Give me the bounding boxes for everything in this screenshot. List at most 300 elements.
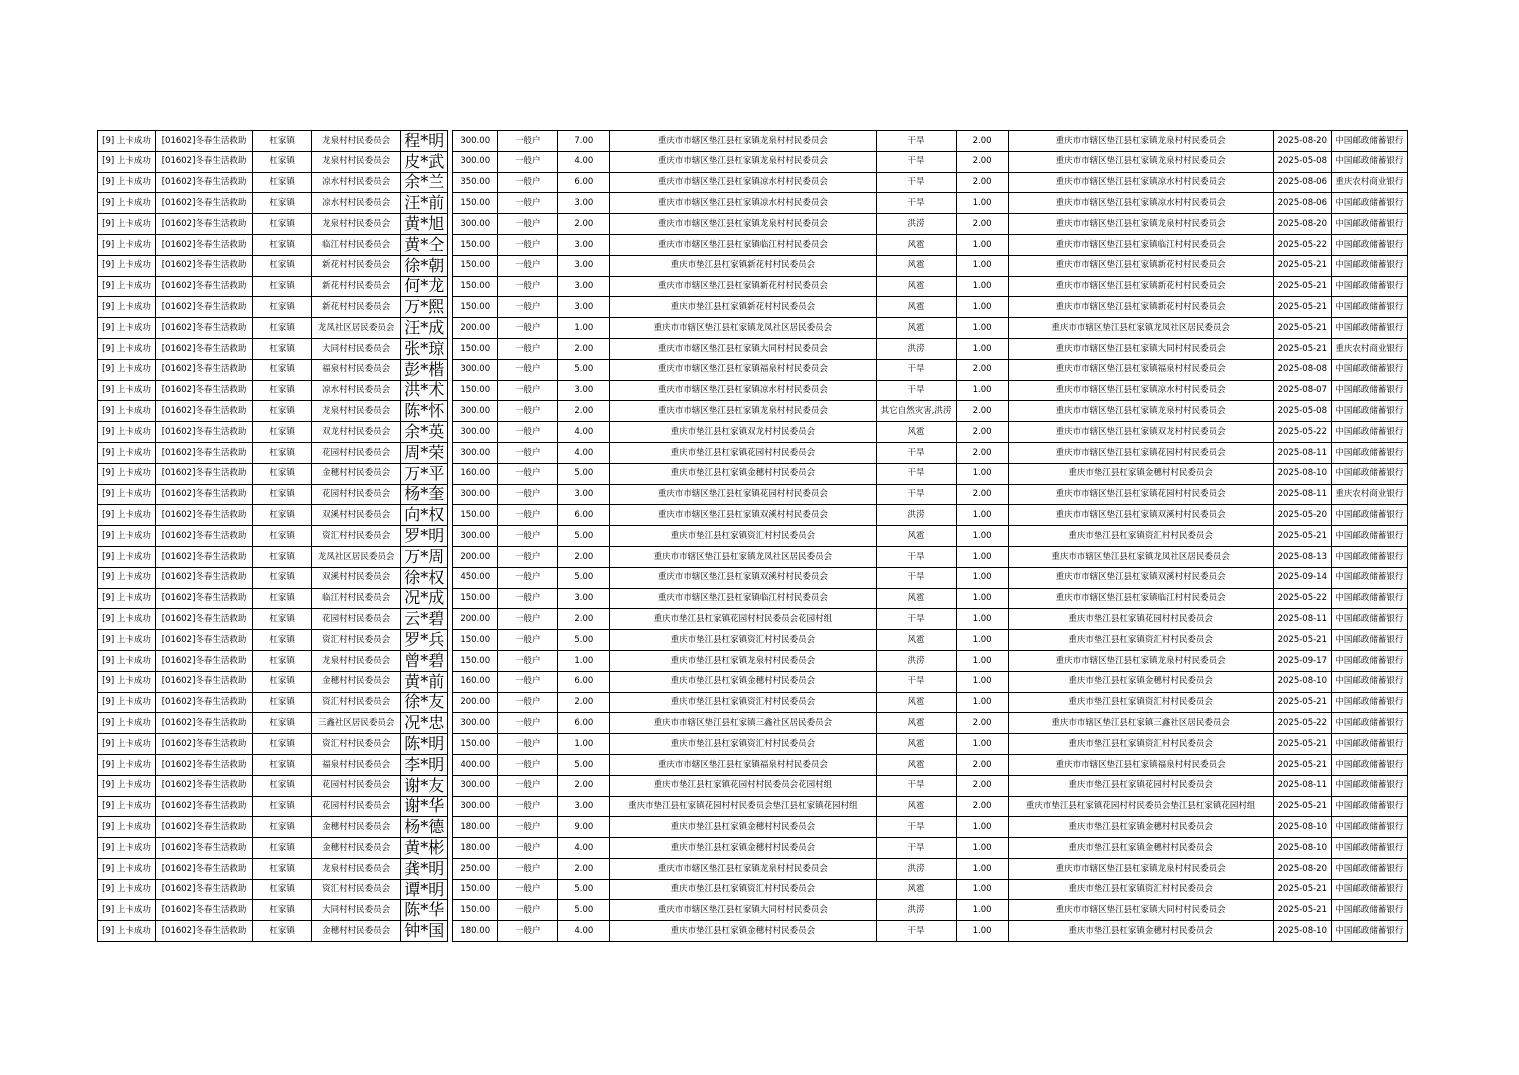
name-cell: 余*英: [401, 422, 448, 443]
name-cell: 谭*明: [401, 879, 448, 900]
disaster-level-cell: 1.00: [956, 297, 1008, 318]
household-size-cell: 4.00: [558, 422, 610, 443]
disaster-level-cell: 1.00: [956, 900, 1008, 921]
disaster-level-cell: 2.00: [956, 775, 1008, 796]
bank-cell: 中国邮政储蓄银行: [1331, 151, 1407, 172]
date-cell: 2025-08-13: [1273, 546, 1331, 567]
town-cell: 杠家镇: [253, 879, 312, 900]
household-size-cell: 5.00: [558, 630, 610, 651]
village-cell: 双溪村村民委员会: [312, 567, 401, 588]
bank-cell: 中国邮政储蓄银行: [1331, 318, 1407, 339]
town-cell: 杠家镇: [253, 713, 312, 734]
status-cell: [9] 上卡成功: [98, 900, 156, 921]
disaster-level-cell: 1.00: [956, 318, 1008, 339]
program-cell: [01602]冬春生活救助: [156, 713, 253, 734]
table-row: [98, 692, 1408, 713]
address-cell: 重庆市市辖区垫江县杠家镇大同村村民委员会: [610, 338, 876, 359]
address-cell: 重庆市市辖区垫江县杠家镇新花村村民委员会: [610, 276, 876, 297]
household-type-cell: 一般户: [498, 484, 558, 505]
disaster-level-cell: 1.00: [956, 234, 1008, 255]
amount-cell: 300.00: [453, 713, 498, 734]
disaster-type-cell: 洪涝: [876, 650, 956, 671]
household-type-cell: 一般户: [498, 567, 558, 588]
table-row: [98, 151, 1408, 172]
village-cell: 龙泉村村民委员会: [312, 650, 401, 671]
village-cell: 金穗村村民委员会: [312, 817, 401, 838]
bank-cell: 中国邮政储蓄银行: [1331, 796, 1407, 817]
program-cell: [01602]冬春生活救助: [156, 817, 253, 838]
address-cell: 重庆市市辖区垫江县杠家镇龙泉村村民委员会: [610, 214, 876, 235]
bank-cell: 中国邮政储蓄银行: [1331, 817, 1407, 838]
name-cell: 黄*仝: [401, 234, 448, 255]
unit-cell: 重庆市垫江县杠家镇花园村村民委员会: [1008, 609, 1273, 630]
bank-cell: 中国邮政储蓄银行: [1331, 609, 1407, 630]
unit-cell: 重庆市市辖区垫江县杠家镇临江村村民委员会: [1008, 588, 1273, 609]
bank-cell: 中国邮政储蓄银行: [1331, 297, 1407, 318]
village-cell: 大同村村民委员会: [312, 900, 401, 921]
bank-cell: 中国邮政储蓄银行: [1331, 713, 1407, 734]
address-cell: 重庆市垫江县杠家镇金穗村村民委员会: [610, 921, 876, 942]
disaster-level-cell: 1.00: [956, 567, 1008, 588]
household-size-cell: 6.00: [558, 671, 610, 692]
household-size-cell: 3.00: [558, 255, 610, 276]
amount-cell: 150.00: [453, 650, 498, 671]
village-cell: 花园村村民委员会: [312, 442, 401, 463]
household-size-cell: 2.00: [558, 338, 610, 359]
program-cell: [01602]冬春生活救助: [156, 172, 253, 193]
household-type-cell: 一般户: [498, 754, 558, 775]
bank-cell: 中国邮政储蓄银行: [1331, 131, 1407, 152]
household-type-cell: 一般户: [498, 734, 558, 755]
village-cell: 龙凤社区居民委员会: [312, 318, 401, 339]
disaster-level-cell: 2.00: [956, 713, 1008, 734]
household-size-cell: 1.00: [558, 734, 610, 755]
household-type-cell: 一般户: [498, 151, 558, 172]
amount-cell: 150.00: [453, 588, 498, 609]
unit-cell: 重庆市市辖区垫江县杠家镇龙泉村村民委员会: [1008, 214, 1273, 235]
household-size-cell: 9.00: [558, 817, 610, 838]
village-cell: 临江村村民委员会: [312, 234, 401, 255]
status-cell: [9] 上卡成功: [98, 838, 156, 859]
status-cell: [9] 上卡成功: [98, 276, 156, 297]
relief-roster-table: [97, 130, 1408, 942]
program-cell: [01602]冬春生活救助: [156, 422, 253, 443]
table-row: [98, 838, 1408, 859]
unit-cell: 重庆市市辖区垫江县杠家镇大同村村民委员会: [1008, 338, 1273, 359]
household-type-cell: 一般户: [498, 588, 558, 609]
name-cell: 程*明: [401, 131, 448, 152]
amount-cell: 300.00: [453, 775, 498, 796]
table-row: [98, 671, 1408, 692]
household-size-cell: 1.00: [558, 650, 610, 671]
address-cell: 重庆市市辖区垫江县杠家镇三鑫社区居民委员会: [610, 713, 876, 734]
table-row: [98, 255, 1408, 276]
status-cell: [9] 上卡成功: [98, 817, 156, 838]
disaster-type-cell: 干旱: [876, 817, 956, 838]
name-cell: 余*兰: [401, 172, 448, 193]
household-size-cell: 3.00: [558, 484, 610, 505]
table-row: [98, 754, 1408, 775]
household-type-cell: 一般户: [498, 546, 558, 567]
disaster-type-cell: 干旱: [876, 193, 956, 214]
village-cell: 资汇村村民委员会: [312, 630, 401, 651]
household-size-cell: 5.00: [558, 526, 610, 547]
village-cell: 凉水村村民委员会: [312, 193, 401, 214]
date-cell: 2025-08-20: [1273, 131, 1331, 152]
household-type-cell: 一般户: [498, 297, 558, 318]
table-row: [98, 276, 1408, 297]
disaster-type-cell: 其它自然灾害,洪涝: [876, 401, 956, 422]
village-cell: 福泉村村民委员会: [312, 754, 401, 775]
town-cell: 杠家镇: [253, 900, 312, 921]
disaster-type-cell: 风雹: [876, 734, 956, 755]
name-cell: 李*明: [401, 754, 448, 775]
date-cell: 2025-05-22: [1273, 713, 1331, 734]
table-row: [98, 172, 1408, 193]
unit-cell: 重庆市市辖区垫江县杠家镇龙泉村村民委员会: [1008, 401, 1273, 422]
town-cell: 杠家镇: [253, 734, 312, 755]
date-cell: 2025-05-21: [1273, 276, 1331, 297]
household-type-cell: 一般户: [498, 172, 558, 193]
program-cell: [01602]冬春生活救助: [156, 131, 253, 152]
table-row: [98, 131, 1408, 152]
table-row: [98, 297, 1408, 318]
program-cell: [01602]冬春生活救助: [156, 796, 253, 817]
unit-cell: 重庆市市辖区垫江县杠家镇凉水村村民委员会: [1008, 172, 1273, 193]
name-cell: 谢*友: [401, 775, 448, 796]
date-cell: 2025-08-08: [1273, 359, 1331, 380]
unit-cell: 重庆市市辖区垫江县杠家镇新花村村民委员会: [1008, 255, 1273, 276]
household-size-cell: 6.00: [558, 505, 610, 526]
program-cell: [01602]冬春生活救助: [156, 297, 253, 318]
amount-cell: 180.00: [453, 817, 498, 838]
date-cell: 2025-05-22: [1273, 422, 1331, 443]
bank-cell: 中国邮政储蓄银行: [1331, 754, 1407, 775]
town-cell: 杠家镇: [253, 650, 312, 671]
address-cell: 重庆市垫江县杠家镇花园村村民委员会花园村组: [610, 609, 876, 630]
address-cell: 重庆市市辖区垫江县杠家镇龙凤社区居民委员会: [610, 546, 876, 567]
address-cell: 重庆市市辖区垫江县杠家镇双溪村村民委员会: [610, 505, 876, 526]
program-cell: [01602]冬春生活救助: [156, 671, 253, 692]
household-size-cell: 3.00: [558, 297, 610, 318]
unit-cell: 重庆市市辖区垫江县杠家镇龙泉村村民委员会: [1008, 131, 1273, 152]
table-row: [98, 546, 1408, 567]
disaster-level-cell: 2.00: [956, 131, 1008, 152]
town-cell: 杠家镇: [253, 359, 312, 380]
disaster-level-cell: 1.00: [956, 817, 1008, 838]
status-cell: [9] 上卡成功: [98, 546, 156, 567]
town-cell: 杠家镇: [253, 442, 312, 463]
town-cell: 杠家镇: [253, 234, 312, 255]
town-cell: 杠家镇: [253, 318, 312, 339]
household-size-cell: 2.00: [558, 692, 610, 713]
name-cell: 汪*成: [401, 318, 448, 339]
name-cell: 云*碧: [401, 609, 448, 630]
disaster-type-cell: 风雹: [876, 630, 956, 651]
household-type-cell: 一般户: [498, 463, 558, 484]
disaster-type-cell: 风雹: [876, 318, 956, 339]
village-cell: 花园村村民委员会: [312, 609, 401, 630]
bank-cell: 中国邮政储蓄银行: [1331, 567, 1407, 588]
program-cell: [01602]冬春生活救助: [156, 505, 253, 526]
name-cell: 何*龙: [401, 276, 448, 297]
household-type-cell: 一般户: [498, 442, 558, 463]
disaster-type-cell: 风雹: [876, 526, 956, 547]
address-cell: 重庆市市辖区垫江县杠家镇凉水村村民委员会: [610, 172, 876, 193]
table-row: [98, 214, 1408, 235]
status-cell: [9] 上卡成功: [98, 671, 156, 692]
household-type-cell: 一般户: [498, 921, 558, 942]
table-row: [98, 879, 1408, 900]
address-cell: 重庆市市辖区垫江县杠家镇凉水村村民委员会: [610, 193, 876, 214]
program-cell: [01602]冬春生活救助: [156, 692, 253, 713]
town-cell: 杠家镇: [253, 671, 312, 692]
unit-cell: 重庆市垫江县杠家镇资汇村村民委员会: [1008, 526, 1273, 547]
table-row: [98, 588, 1408, 609]
household-type-cell: 一般户: [498, 401, 558, 422]
disaster-level-cell: 2.00: [956, 754, 1008, 775]
town-cell: 杠家镇: [253, 838, 312, 859]
name-cell: 向*权: [401, 505, 448, 526]
unit-cell: 重庆市垫江县杠家镇金穗村村民委员会: [1008, 838, 1273, 859]
date-cell: 2025-05-08: [1273, 151, 1331, 172]
town-cell: 杠家镇: [253, 463, 312, 484]
disaster-type-cell: 干旱: [876, 484, 956, 505]
name-cell: 陈*怀: [401, 401, 448, 422]
disaster-type-cell: 干旱: [876, 172, 956, 193]
name-cell: 张*琼: [401, 338, 448, 359]
unit-cell: 重庆市垫江县杠家镇资汇村村民委员会: [1008, 692, 1273, 713]
status-cell: [9] 上卡成功: [98, 879, 156, 900]
household-size-cell: 2.00: [558, 546, 610, 567]
date-cell: 2025-08-06: [1273, 193, 1331, 214]
household-type-cell: 一般户: [498, 650, 558, 671]
household-type-cell: 一般户: [498, 900, 558, 921]
unit-cell: 重庆市垫江县杠家镇金穗村村民委员会: [1008, 671, 1273, 692]
unit-cell: 重庆市市辖区垫江县杠家镇龙凤社区居民委员会: [1008, 546, 1273, 567]
bank-cell: 中国邮政储蓄银行: [1331, 671, 1407, 692]
name-cell: 钟*国: [401, 921, 448, 942]
disaster-level-cell: 2.00: [956, 442, 1008, 463]
program-cell: [01602]冬春生活救助: [156, 609, 253, 630]
amount-cell: 150.00: [453, 338, 498, 359]
date-cell: 2025-05-21: [1273, 526, 1331, 547]
name-cell: 万*周: [401, 546, 448, 567]
address-cell: 重庆市市辖区垫江县杠家镇龙泉村村民委员会: [610, 401, 876, 422]
town-cell: 杠家镇: [253, 484, 312, 505]
table-row: [98, 526, 1408, 547]
address-cell: 重庆市市辖区垫江县杠家镇花园村村民委员会: [610, 484, 876, 505]
date-cell: 2025-09-17: [1273, 650, 1331, 671]
disaster-type-cell: 风雹: [876, 276, 956, 297]
status-cell: [9] 上卡成功: [98, 505, 156, 526]
amount-cell: 250.00: [453, 858, 498, 879]
name-cell: 汪*前: [401, 193, 448, 214]
status-cell: [9] 上卡成功: [98, 650, 156, 671]
unit-cell: 重庆市市辖区垫江县杠家镇大同村村民委员会: [1008, 900, 1273, 921]
table-row: [98, 630, 1408, 651]
program-cell: [01602]冬春生活救助: [156, 734, 253, 755]
household-type-cell: 一般户: [498, 858, 558, 879]
date-cell: 2025-08-11: [1273, 442, 1331, 463]
household-size-cell: 5.00: [558, 754, 610, 775]
address-cell: 重庆市垫江县杠家镇金穗村村民委员会: [610, 838, 876, 859]
date-cell: 2025-08-10: [1273, 921, 1331, 942]
household-type-cell: 一般户: [498, 338, 558, 359]
amount-cell: 150.00: [453, 900, 498, 921]
disaster-type-cell: 洪涝: [876, 214, 956, 235]
village-cell: 新花村村民委员会: [312, 276, 401, 297]
bank-cell: 重庆农村商业银行: [1331, 172, 1407, 193]
status-cell: [9] 上卡成功: [98, 630, 156, 651]
name-cell: 黄*旭: [401, 214, 448, 235]
bank-cell: 中国邮政储蓄银行: [1331, 463, 1407, 484]
village-cell: 龙凤社区居民委员会: [312, 546, 401, 567]
town-cell: 杠家镇: [253, 297, 312, 318]
program-cell: [01602]冬春生活救助: [156, 359, 253, 380]
village-cell: 花园村村民委员会: [312, 775, 401, 796]
program-cell: [01602]冬春生活救助: [156, 588, 253, 609]
status-cell: [9] 上卡成功: [98, 214, 156, 235]
status-cell: [9] 上卡成功: [98, 567, 156, 588]
village-cell: 临江村村民委员会: [312, 588, 401, 609]
disaster-type-cell: 风雹: [876, 713, 956, 734]
date-cell: 2025-09-14: [1273, 567, 1331, 588]
village-cell: 龙泉村村民委员会: [312, 151, 401, 172]
address-cell: 重庆市市辖区垫江县杠家镇龙泉村村民委员会: [610, 858, 876, 879]
village-cell: 凉水村村民委员会: [312, 172, 401, 193]
address-cell: 重庆市市辖区垫江县杠家镇福泉村村民委员会: [610, 359, 876, 380]
household-type-cell: 一般户: [498, 526, 558, 547]
amount-cell: 150.00: [453, 193, 498, 214]
household-size-cell: 3.00: [558, 234, 610, 255]
town-cell: 杠家镇: [253, 131, 312, 152]
program-cell: [01602]冬春生活救助: [156, 630, 253, 651]
town-cell: 杠家镇: [253, 546, 312, 567]
bank-cell: 中国邮政储蓄银行: [1331, 921, 1407, 942]
disaster-type-cell: 干旱: [876, 671, 956, 692]
household-type-cell: 一般户: [498, 318, 558, 339]
household-size-cell: 5.00: [558, 359, 610, 380]
household-type-cell: 一般户: [498, 817, 558, 838]
program-cell: [01602]冬春生活救助: [156, 151, 253, 172]
name-cell: 况*忠: [401, 713, 448, 734]
disaster-level-cell: 1.00: [956, 276, 1008, 297]
town-cell: 杠家镇: [253, 609, 312, 630]
status-cell: [9] 上卡成功: [98, 131, 156, 152]
household-type-cell: 一般户: [498, 505, 558, 526]
household-size-cell: 3.00: [558, 588, 610, 609]
amount-cell: 150.00: [453, 879, 498, 900]
amount-cell: 300.00: [453, 359, 498, 380]
address-cell: 重庆市垫江县杠家镇花园村村民委员会花园村组: [610, 775, 876, 796]
disaster-level-cell: 1.00: [956, 380, 1008, 401]
address-cell: 重庆市市辖区垫江县杠家镇大同村村民委员会: [610, 900, 876, 921]
disaster-level-cell: 1.00: [956, 505, 1008, 526]
date-cell: 2025-08-11: [1273, 775, 1331, 796]
program-cell: [01602]冬春生活救助: [156, 380, 253, 401]
table-row: [98, 193, 1408, 214]
household-size-cell: 2.00: [558, 858, 610, 879]
status-cell: [9] 上卡成功: [98, 255, 156, 276]
amount-cell: 150.00: [453, 234, 498, 255]
table-row: [98, 463, 1408, 484]
village-cell: 资汇村村民委员会: [312, 734, 401, 755]
address-cell: 重庆市市辖区垫江县杠家镇龙泉村村民委员会: [610, 151, 876, 172]
household-size-cell: 4.00: [558, 151, 610, 172]
village-cell: 资汇村村民委员会: [312, 879, 401, 900]
household-size-cell: 4.00: [558, 838, 610, 859]
disaster-level-cell: 1.00: [956, 630, 1008, 651]
disaster-level-cell: 1.00: [956, 546, 1008, 567]
town-cell: 杠家镇: [253, 193, 312, 214]
table-body: [98, 131, 1408, 942]
table-row: [98, 921, 1408, 942]
table-row: [98, 796, 1408, 817]
table-row: [98, 567, 1408, 588]
program-cell: [01602]冬春生活救助: [156, 338, 253, 359]
status-cell: [9] 上卡成功: [98, 151, 156, 172]
household-size-cell: 2.00: [558, 609, 610, 630]
table-row: [98, 422, 1408, 443]
village-cell: 大同村村民委员会: [312, 338, 401, 359]
name-cell: 彭*楷: [401, 359, 448, 380]
town-cell: 杠家镇: [253, 858, 312, 879]
unit-cell: 重庆市垫江县杠家镇资汇村村民委员会: [1008, 630, 1273, 651]
address-cell: 重庆市垫江县杠家镇金穗村村民委员会: [610, 671, 876, 692]
unit-cell: 重庆市垫江县杠家镇金穗村村民委员会: [1008, 921, 1273, 942]
household-type-cell: 一般户: [498, 214, 558, 235]
disaster-level-cell: 2.00: [956, 484, 1008, 505]
program-cell: [01602]冬春生活救助: [156, 775, 253, 796]
status-cell: [9] 上卡成功: [98, 484, 156, 505]
address-cell: 重庆市市辖区垫江县杠家镇龙泉村村民委员会: [610, 131, 876, 152]
town-cell: 杠家镇: [253, 338, 312, 359]
address-cell: 重庆市市辖区垫江县杠家镇福泉村村民委员会: [610, 754, 876, 775]
disaster-level-cell: 2.00: [956, 422, 1008, 443]
address-cell: 重庆市垫江县杠家镇金穗村村民委员会: [610, 463, 876, 484]
unit-cell: 重庆市市辖区垫江县杠家镇花园村村民委员会: [1008, 442, 1273, 463]
unit-cell: 重庆市市辖区垫江县杠家镇花园村村民委员会: [1008, 484, 1273, 505]
disaster-level-cell: 1.00: [956, 921, 1008, 942]
bank-cell: 中国邮政储蓄银行: [1331, 234, 1407, 255]
household-type-cell: 一般户: [498, 630, 558, 651]
town-cell: 杠家镇: [253, 754, 312, 775]
household-type-cell: 一般户: [498, 838, 558, 859]
status-cell: [9] 上卡成功: [98, 172, 156, 193]
name-cell: 洪*术: [401, 380, 448, 401]
amount-cell: 150.00: [453, 276, 498, 297]
amount-cell: 160.00: [453, 671, 498, 692]
disaster-type-cell: 风雹: [876, 879, 956, 900]
town-cell: 杠家镇: [253, 276, 312, 297]
disaster-type-cell: 干旱: [876, 463, 956, 484]
program-cell: [01602]冬春生活救助: [156, 526, 253, 547]
table-row: [98, 380, 1408, 401]
date-cell: 2025-08-10: [1273, 671, 1331, 692]
disaster-type-cell: 洪涝: [876, 858, 956, 879]
table-row: [98, 858, 1408, 879]
household-type-cell: 一般户: [498, 775, 558, 796]
disaster-level-cell: 2.00: [956, 172, 1008, 193]
name-cell: 罗*明: [401, 526, 448, 547]
amount-cell: 400.00: [453, 754, 498, 775]
town-cell: 杠家镇: [253, 775, 312, 796]
bank-cell: 中国邮政储蓄银行: [1331, 734, 1407, 755]
address-cell: 重庆市市辖区垫江县杠家镇临江村村民委员会: [610, 234, 876, 255]
disaster-type-cell: 干旱: [876, 151, 956, 172]
village-cell: 资汇村村民委员会: [312, 526, 401, 547]
